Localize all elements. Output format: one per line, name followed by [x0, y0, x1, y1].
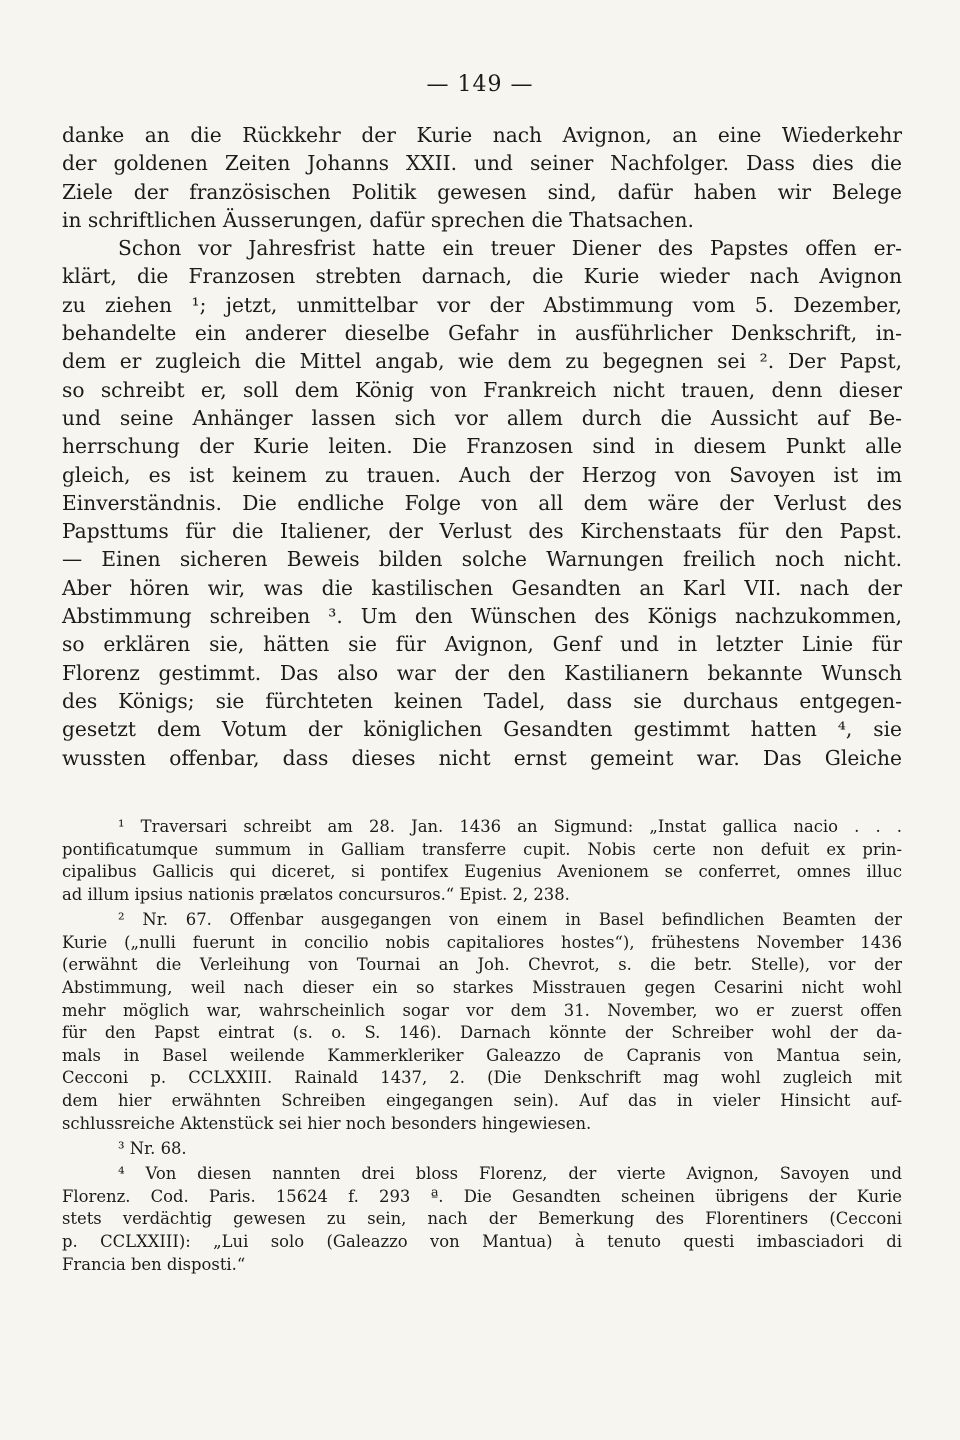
footnote-line: ⁴ Von diesen nannten drei bloss Florenz, der vierte Avignon, Savoyen und — [118, 1164, 902, 1184]
footnote-line: Kurie („nulli fuerunt in concilio nobis capitaliores hostes“), frühestens November 1436 — [62, 932, 902, 952]
text-line: so schreibt er, soll dem König von Frankreich nicht trauen, denn dieser — [62, 377, 902, 402]
text-line: gleich, es ist keinem zu trauen. Auch der Herzog von Savoyen ist im — [62, 462, 902, 487]
text-line: Florenz gestimmt. Das also war der den Kastilianern bekannte Wunsch — [62, 660, 902, 685]
page-number: — 149 — — [426, 72, 534, 97]
text-line: — Einen sicheren Beweis bilden solche Warnungen freilich noch nicht. — [62, 547, 902, 572]
footnote-line: ¹ Traversari schreibt am 28. Jan. 1436 an Sigmund: „Instat gallica nacio . . . — [118, 817, 902, 836]
text-line: danke an die Rückkehr der Kurie nach Avignon, an eine Wiederkehr — [62, 123, 902, 147]
text-line: herrschung der Kurie leiten. Die Franzosen sind in diesem Punkt alle — [62, 434, 902, 459]
text-line: zu ziehen ¹; jetzt, unmittelbar vor der Abstimmung vom 5. Dezember, — [62, 292, 902, 317]
text-line: klärt, die Franzosen strebten darnach, die Kurie wieder nach Avignon — [62, 264, 902, 289]
text-line: gesetzt dem Votum der königlichen Gesandten gestimmt hatten ⁴, sie — [62, 717, 902, 742]
footnote-line: ad illum ipsius nationis prælatos concursuros.“ Epist. 2, 238. — [62, 884, 570, 904]
text-line: der goldenen Zeiten Johanns XXII. und seiner Nachfolger. Dass dies die — [62, 151, 902, 176]
text-line: Abstimmung schreiben ³. Um den Wünschen des Königs nachzukommen, — [62, 604, 902, 629]
footnote-line: mehr möglich war, wahrscheinlich sogar vor dem 31. November, wo er zuerst offen — [62, 1000, 902, 1020]
text-line: und seine Anhänger lassen sich vor allem durch die Aussicht auf Be- — [62, 405, 902, 430]
footnote-line: schlussreiche Aktenstück sei hier noch besonders hingewiesen. — [62, 1113, 592, 1133]
footnote-2 — [62, 909, 902, 1135]
footnote-line: p. CCLXXIII): „Lui solo (Galeazzo von Mantua) à tenuto questi imbasciadori di — [62, 1232, 902, 1252]
footnote-line: für den Papst eintrat (s. o. S. 146). Darnach könnte der Schreiber wohl der da- — [62, 1023, 902, 1043]
footnote-4 — [62, 1163, 902, 1276]
footnote-line: Florenz. Cod. Paris. 15624 f. 293 ª. Die Gesandten scheinen übrigens der Kurie — [62, 1186, 902, 1206]
footnote-1 — [62, 816, 902, 906]
footnote-line: pontificatumque summum in Galliam transferre cupit. Nobis certe non defuit ex prin- — [62, 839, 902, 859]
footnote-3 — [62, 1138, 902, 1161]
text-line: so erklären sie, hätten sie für Avignon, Genf und in letzter Linie für — [62, 632, 902, 657]
text-line: Ziele der französischen Politik gewesen sind, dafür haben wir Belege — [62, 179, 902, 204]
footnote-line: dem hier erwähnten Schreiben eingegangen sein). Auf das in vieler Hinsicht auf- — [62, 1090, 902, 1110]
text-line: Einverständnis. Die endliche Folge von all dem wäre der Verlust des — [62, 490, 902, 515]
footnote-line: stets verdächtig gewesen zu sein, nach der Bemerkung des Florentiners (Cecconi — [62, 1209, 902, 1229]
text-line: Papsttums für die Italiener, der Verlust des Kirchenstaats für den Papst. — [62, 519, 902, 544]
text-line: Aber hören wir, was die kastilischen Gesandten an Karl VII. nach der — [62, 575, 902, 600]
paragraph — [62, 234, 902, 772]
footnote-line: mals in Basel weilende Kammerkleriker Galeazzo de Capranis von Mantua sein, — [62, 1045, 902, 1065]
footnotes — [62, 816, 902, 1276]
footnote-line: cipalibus Gallicis qui diceret, si pontifex Eugenius Avenionem se conferret, omnes illuc — [62, 862, 902, 882]
footnote-line: Cecconi p. CCLXXIII. Rainald 1437, 2. (Die Denkschrift mag wohl zugleich mit — [62, 1068, 902, 1088]
paragraph — [62, 121, 902, 234]
text-line: dem er zugleich die Mittel angab, wie dem zu begegnen sei ². Der Papst, — [62, 349, 902, 374]
text-line: Schon vor Jahresfrist hatte ein treuer Diener des Papstes offen er- — [118, 236, 902, 261]
footnote-line: Abstimmung, weil nach dieser ein so starkes Misstrauen gegen Cesarini nicht wohl — [62, 977, 902, 997]
text-line: wussten offenbar, dass dieses nicht ernst gemeint war. Das Gleiche — [62, 745, 902, 770]
text-line: behandelte ein anderer dieselbe Gefahr in ausführlicher Denkschrift, in- — [62, 321, 902, 346]
footnote-line: Francia ben disposti.“ — [62, 1254, 246, 1274]
footnote-line: ² Nr. 67. Offenbar ausgegangen von einem in Basel befindlichen Beamten der — [118, 910, 902, 930]
text-line: des Königs; sie fürchteten keinen Tadel, dass sie durchaus entgegen- — [62, 688, 902, 713]
text-line: in schriftlichen Äusserungen, dafür sprechen die Thatsachen. — [62, 207, 694, 232]
body-text — [62, 121, 902, 772]
footnote-line: ³ Nr. 68. — [118, 1138, 187, 1158]
footnote-line: (erwähnt die Verleihung von Tournai an Joh. Chevrot, s. die betr. Stelle), vor der — [62, 955, 902, 975]
